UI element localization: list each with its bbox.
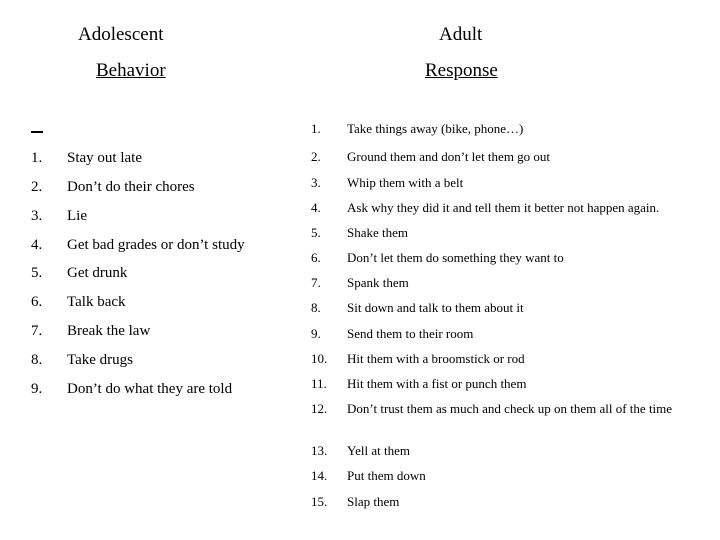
heading-behavior: Behavior: [96, 60, 166, 81]
divider-dash: [31, 131, 43, 133]
heading-adolescent: Adolescent: [78, 24, 164, 45]
heading-response: Response: [425, 60, 498, 81]
heading-adult: Adult: [439, 24, 483, 45]
